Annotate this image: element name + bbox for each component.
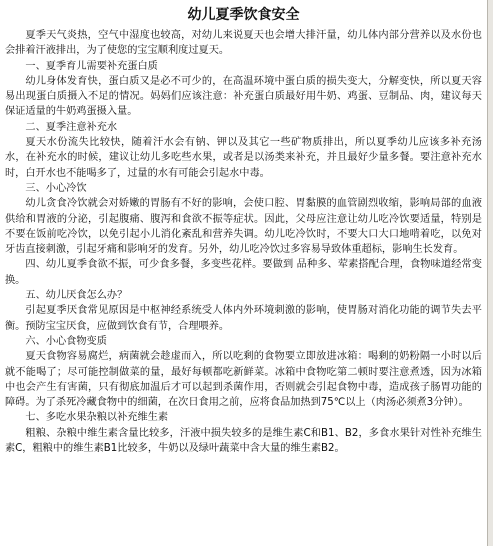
section-heading-cold-drinks: 三、小心冷饮 [25,182,87,194]
paragraph-vitamins: 粗粮、杂粮中维生素含量比较多，汗液中损失较多的是维生素C和B1、B2，多食水果针对性补充维生素C，粗粮中的维生素B1比较多，牛奶以及绿叶蔬菜中含大量的维生素B2。 [5,427,482,455]
paragraph-anorexia: 引起夏季厌食常见原因是中枢神经系统受人体内外环境刺激的影响，使胃肠对消化功能的调节失去平衡。预防宝宝厌食，应做到饮食有节，合理喂养。 [5,305,482,332]
paragraph-cold-drinks: 幼儿贪食冷饮就会对娇嫩的胃肠有不好的影响，会使口腔、胃黏膜的血管剧烈收缩，影响局部的血液供给和胃液的分泌，引起腹痛、腹泻和食欲不振等症状。因此，父母应注意让幼儿吃冷饮要适量，特别是不要在饭前吃冷饮，以免引起小儿消化紊乱和营养失调。幼儿吃冷饮时，不要大口大口地啃着吃，以免对牙齿直接刺激，引起牙痛和影响牙的发育。另外，幼儿吃冷饮过多容易导致体重超标，影响生长发育。 [5,198,482,256]
paragraph-water: 夏天水份流失比较快，随着汗水会有钠、钾以及其它一些矿物质排出，所以夏季幼儿应该多补充汤水，在补充水的时候，建议让幼儿多吃些水果，或者是以汤类来补充，并且最好少量多餐。要注意补充水时，白开水也不能喝多了，过量的水有可能会引起水中毒。 [5,137,482,179]
intro-paragraph: 夏季天气炎热，空气中湿度也较高，对幼儿来说夏天也会增大排汗量，幼儿体内部分营养以及水份也会排着汗液排出，为了使您的宝宝顺利度过夏天。 [5,30,482,57]
section-heading-water: 二、夏季注意补充水 [25,121,118,133]
document-title: 幼儿夏季饮食安全 [187,7,300,23]
paragraph-protein: 幼儿身体发育快，蛋白质又是必不可少的，在高温环境中蛋白质的损失变大，分解变快，所以夏天容易出现蛋白质摄入不足的情况。妈妈们应该注意：补充蛋白质最好用牛奶、鸡蛋、豆制品、肉，建议每天保证适量的牛奶鸡蛋摄入量。 [5,75,482,118]
section-heading-appetite: 四、幼儿夏季食欲不振，可少食多餐，多变些花样。要做到 品种多、荤素搭配合理，食物味道经常变换。 [5,259,482,286]
section-heading-vitamins: 七、多吃水果杂粮以补充维生素 [25,412,169,424]
section-heading-protein: 一、夏季育儿需要补充蛋白质 [25,60,158,72]
section-heading-anorexia: 五、幼儿厌食怎么办？ [25,290,128,302]
paragraph-food-spoilage: 夏天食物容易腐烂，病菌就会趁虚而入，所以吃剩的食物要立即放进冰箱：喝剩的奶粉隔一小时以后就不能喝了；尽可能控制做菜的量，最好每顿都吃新鲜菜。冰箱中食物吃第二顿时要注意煮透，因为冰箱中也会产生有害菌，只有彻底加温后才可以起到杀菌作用，否则就会引起食物中毒，造成孩子肠胃功能的障碍。为了杀死冷藏食物中的细菌，在次日食用之前，应将食品加热到75℃以上（肉汤必须煮3分钟）。 [5,351,482,409]
window-scroll-edge [487,0,493,546]
section-heading-food-spoilage: 六、小心食物变质 [25,335,107,347]
